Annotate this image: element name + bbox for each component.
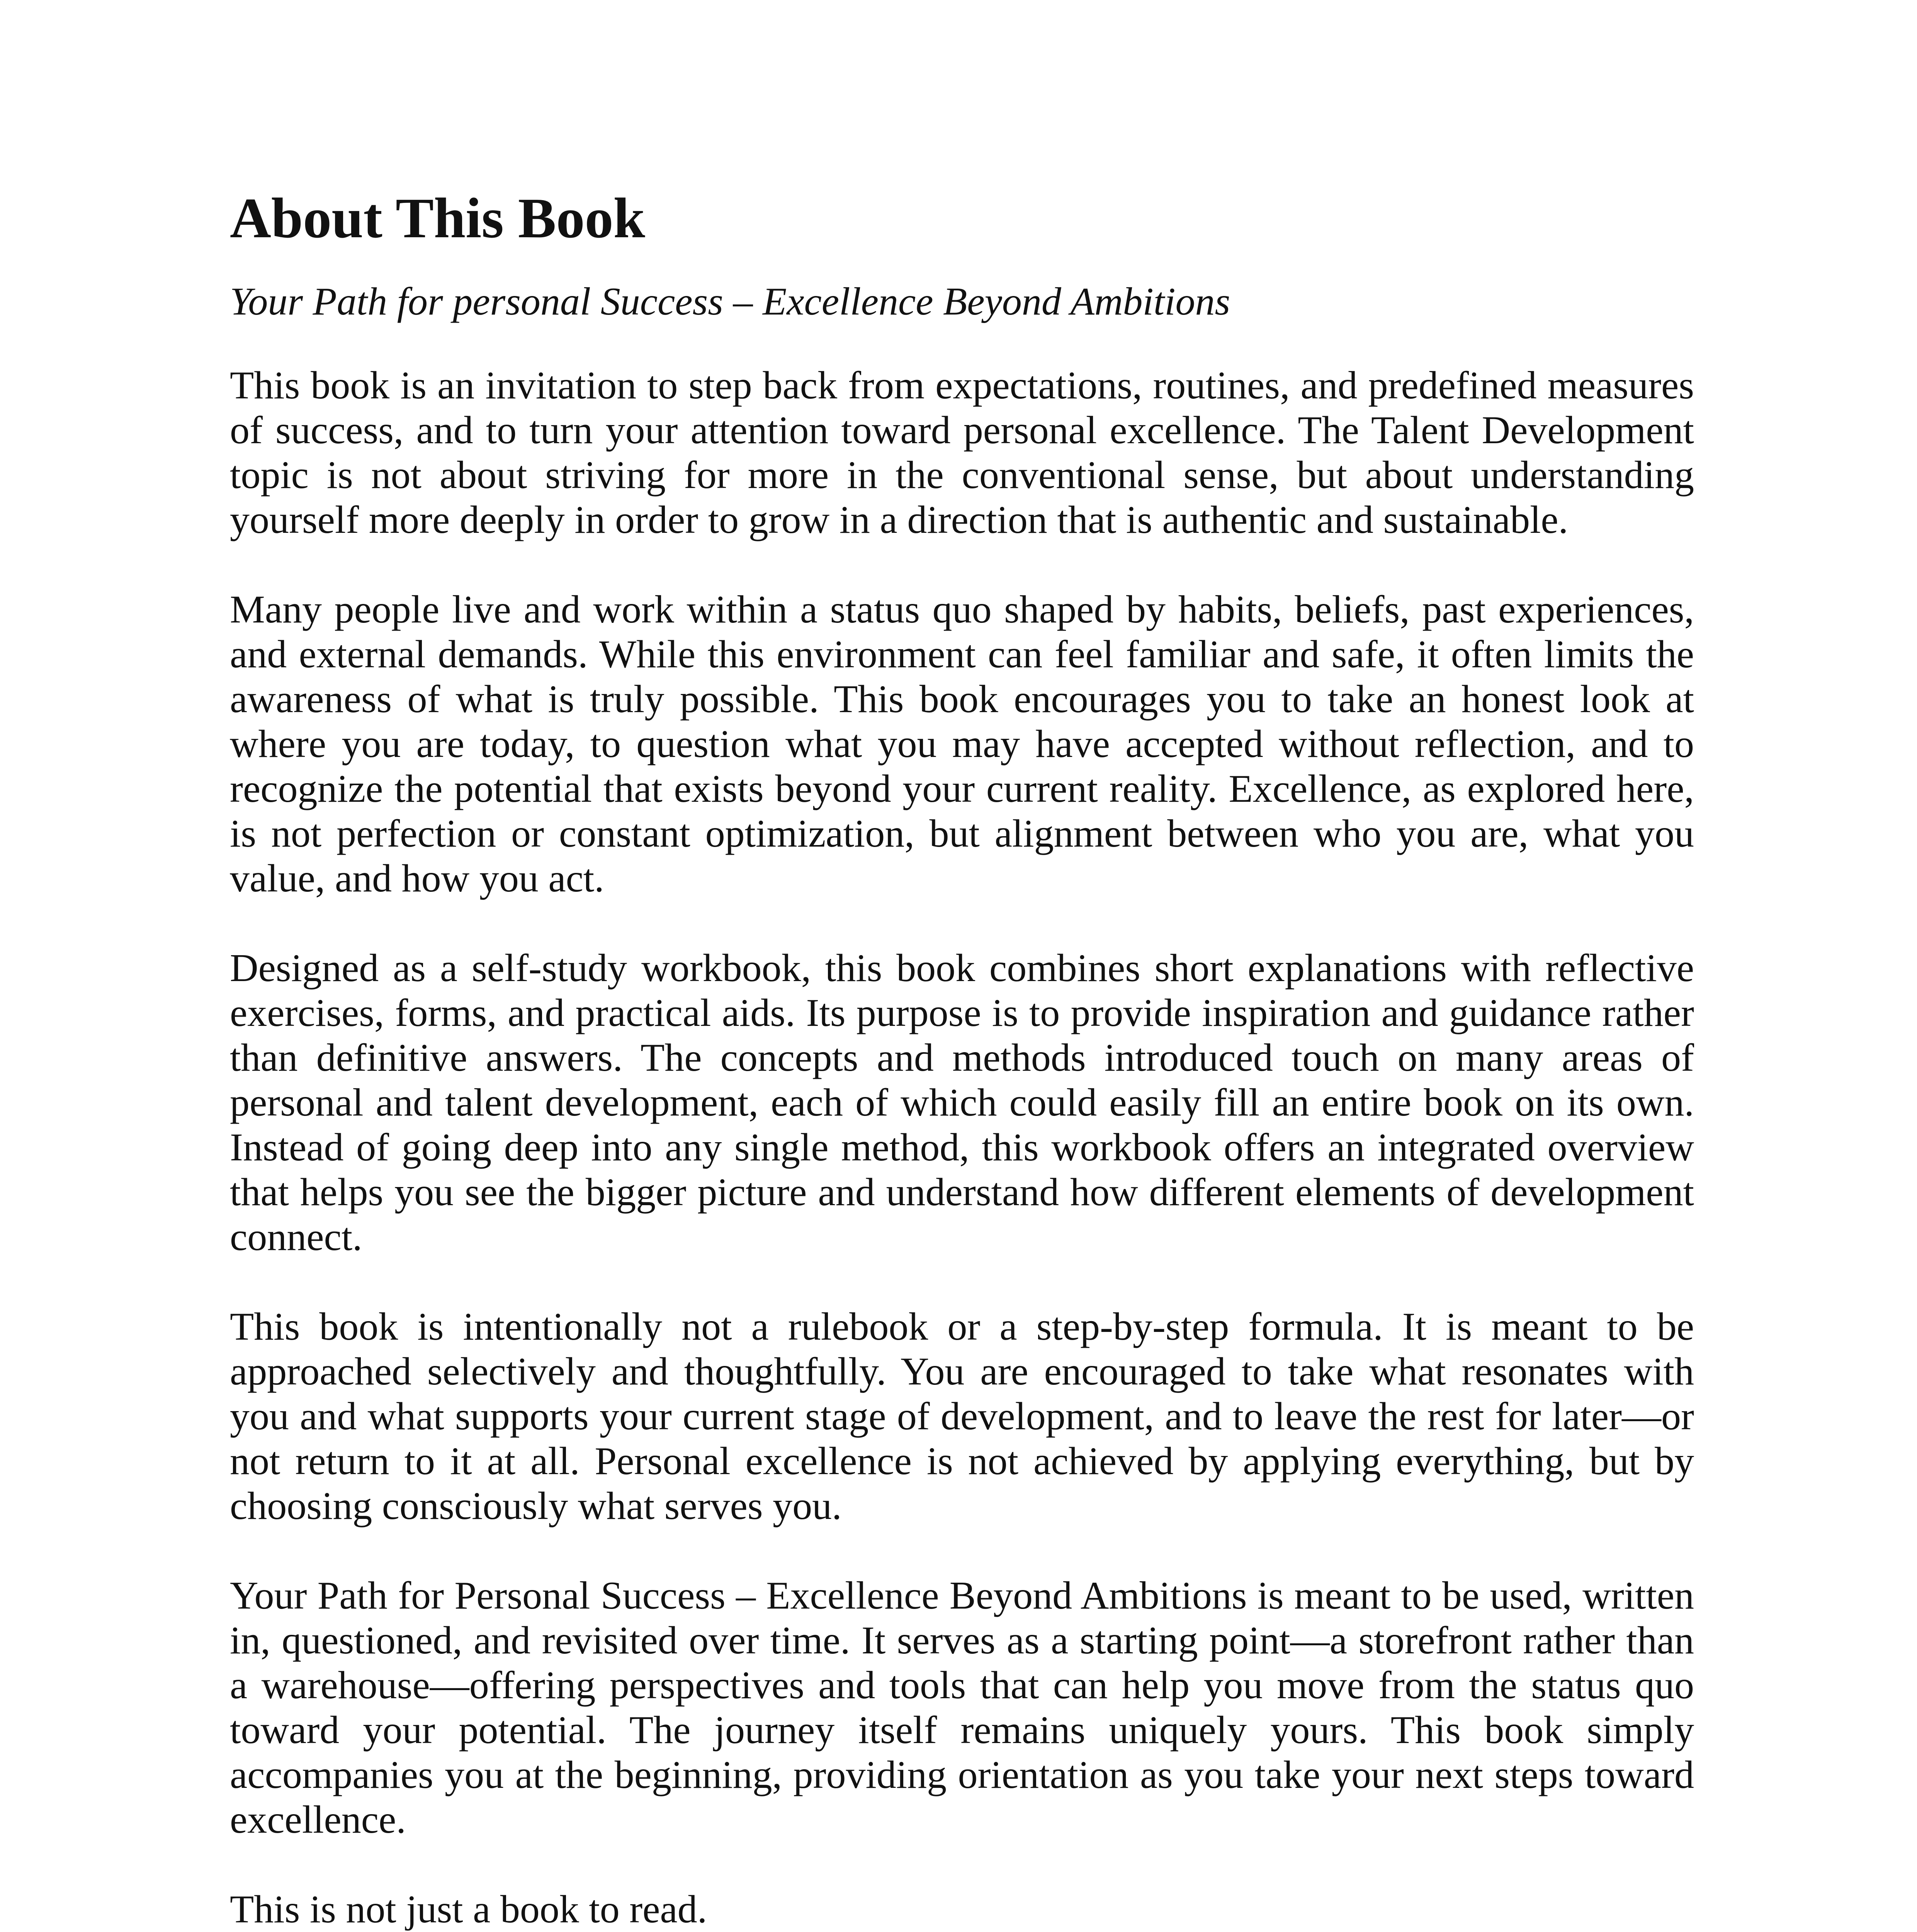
body-paragraph-2: Many people live and work within a status quo shaped by habits, beliefs, past experiences, and external demands. While this environment can feel familiar and safe, it often limits the awareness of what is truly possible. This book encourages you to take an honest look at where you are today, to question what you may have accepted without reflection, and to recognize the potential that exists beyond your current reality. Excellence, as explored here, is not perfection or constant optimization, but alignment between who you are, what you value, and how you act. [230, 588, 1694, 900]
closing-line-1: This is not just a book to read. [230, 1888, 707, 1931]
page-title: About This Book [230, 187, 645, 250]
page-subtitle: Your Path for personal Success – Excellence Beyond Ambitions [230, 280, 1230, 323]
page-content [230, 182, 1694, 1932]
body-paragraph-1: This book is an invitation to step back from expectations, routines, and predefined measures of success, and to turn your attention toward personal excellence. The Talent Development topic is not about striving for more in the conventional sense, but about understanding yourself more deeply in order to grow in a direction that is authentic and sustainable. [230, 364, 1694, 542]
body-paragraph-3: Designed as a self-study workbook, this book combines short explanations with reflective exercises, forms, and practical aids. Its purpose is to provide inspiration and guidance rather than definitive answers. The concepts and methods introduced touch on many areas of personal and talent development, each of which could easily fill an entire book on its own. Instead of going deep into any single method, this workbook offers an integrated overview that helps you see the bigger picture and understand how different elements of development connect. [230, 946, 1694, 1259]
body-paragraph-5: Your Path for Personal Success – Excellence Beyond Ambitions is meant to be used, written in, questioned, and revisited over time. It serves as a starting point—a storefront rather than a warehouse—offering perspectives and tools that can help you move from the status quo toward your potential. The journey itself remains uniquely yours. This book simply accompanies you at the beginning, providing orientation as you take your next steps toward excellence. [230, 1574, 1694, 1842]
closing-statement [230, 1887, 1694, 1932]
body-paragraph-4: This book is intentionally not a rulebook or a step-by-step formula. It is meant to be approached selectively and thoughtfully. You are encouraged to take what resonates with you and what supports your current stage of development, and to leave the rest for later—or not return to it at all. Personal excellence is not achieved by applying everything, but by choosing consciously what serves you. [230, 1305, 1694, 1528]
